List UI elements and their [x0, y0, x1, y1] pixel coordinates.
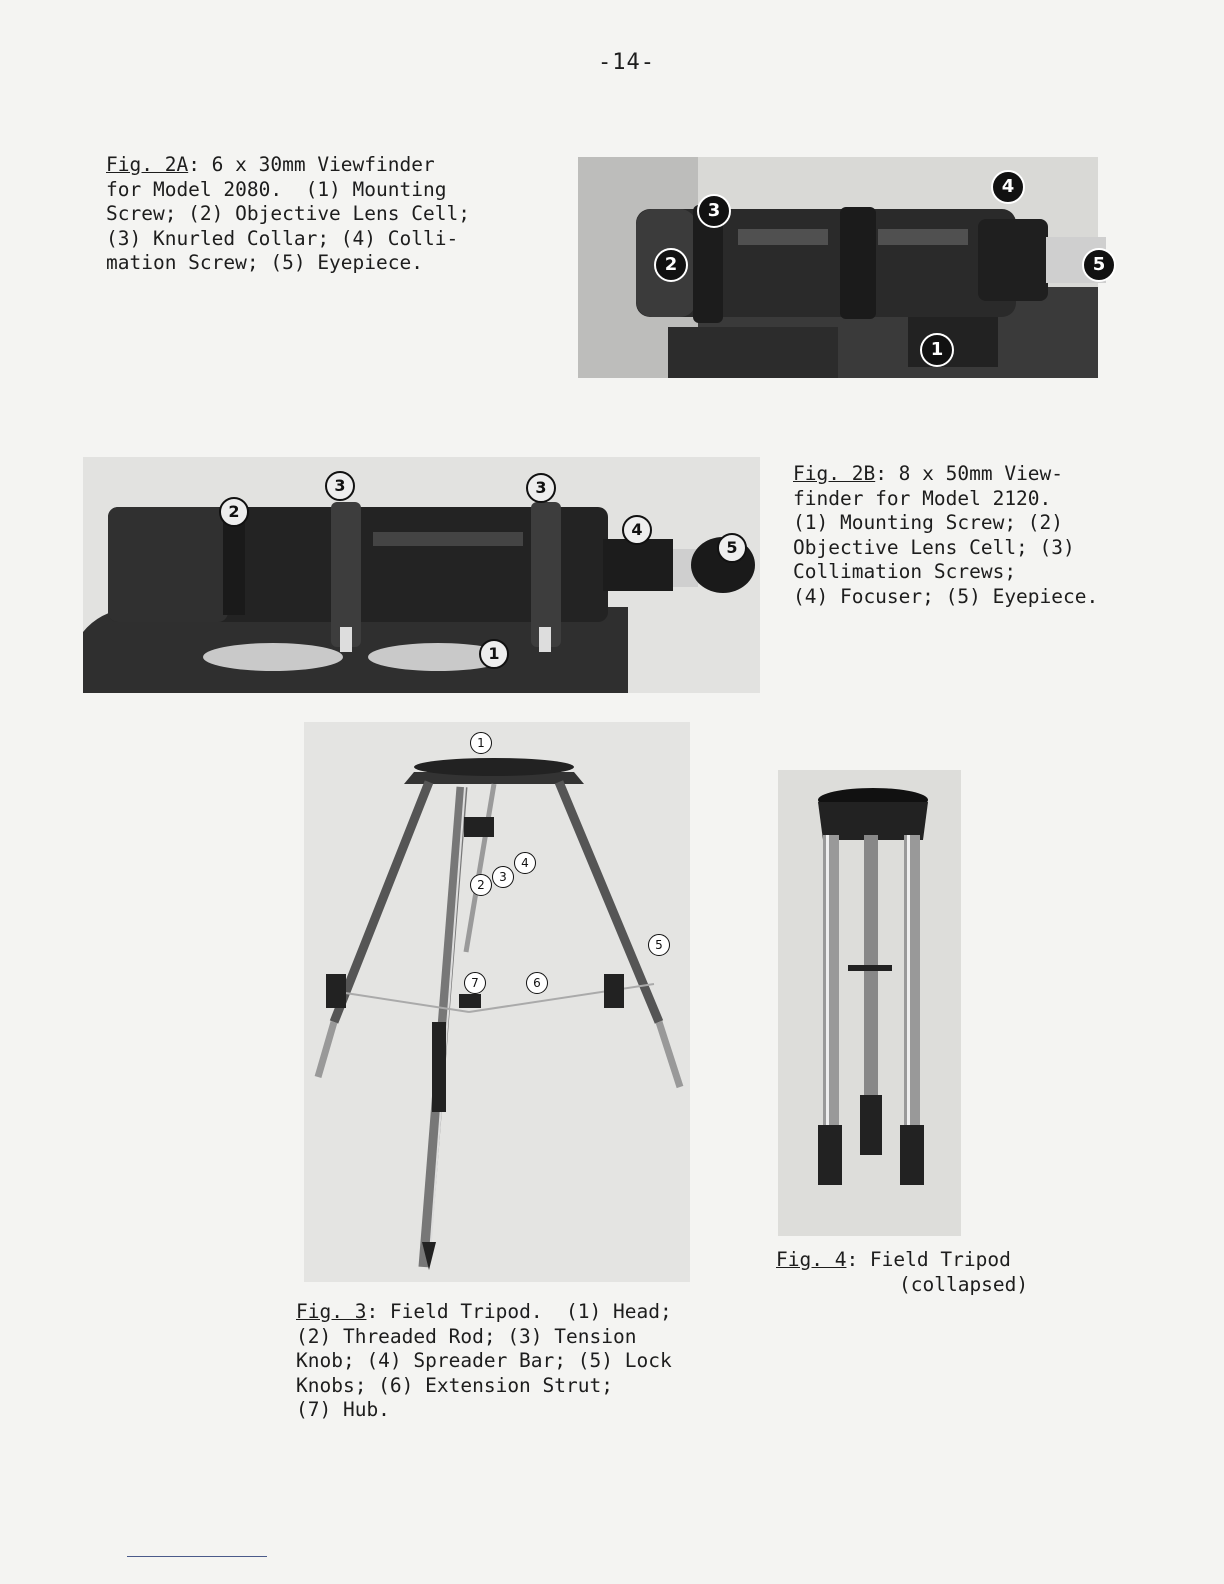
- fig2b-callout-1: 1: [479, 639, 509, 669]
- fig2b-callout-2: 2: [219, 497, 249, 527]
- fig2a-caption-line: for Model 2080. (1) Mounting: [106, 177, 447, 201]
- fig2b-viewfinder-photo: [83, 457, 760, 693]
- fig2b-caption-line: Collimation Screws;: [793, 560, 1017, 583]
- fig2a-callout-5: 5: [1082, 248, 1116, 282]
- fig2b-caption-line: Objective Lens Cell; (3): [793, 535, 1075, 559]
- fig4-caption-line: : Field Tripod: [846, 1248, 1011, 1271]
- fig2b-callout-3a: 3: [325, 471, 355, 501]
- fig2a-caption: [106, 153, 470, 276]
- fig2b-caption-line: : 8 x 50mm View-: [875, 462, 1064, 485]
- fig4-collapsed-tripod-photo: [778, 770, 961, 1236]
- fig3-caption-line: Knobs; (6) Extension Strut;: [296, 1373, 613, 1397]
- fig3-callout-2: 2: [470, 874, 492, 896]
- fig2b-caption: [793, 462, 1098, 609]
- fig2b-callout-4: 4: [622, 515, 652, 545]
- fig2a-callout-3: 3: [697, 194, 731, 228]
- fig4-caption: [776, 1248, 1028, 1297]
- fig3-label: Fig. 3: [296, 1300, 367, 1323]
- fig2a-viewfinder-photo: [578, 157, 1106, 378]
- fig2a-caption-line: : 6 x 30mm Viewfinder: [188, 153, 435, 176]
- fig2b-callout-3b: 3: [526, 473, 556, 503]
- fig3-caption-line: Knob; (4) Spreader Bar; (5) Lock: [296, 1349, 672, 1372]
- fig2b-caption-line: finder for Model 2120.: [793, 486, 1052, 510]
- fig2a-caption-line: mation Screw; (5) Eyepiece.: [106, 251, 423, 274]
- fig3-caption-line: (2) Threaded Rod; (3) Tension: [296, 1324, 637, 1348]
- fig3-callout-4: 4: [514, 852, 536, 874]
- fig2b-label: Fig. 2B: [793, 462, 876, 485]
- fig2b-caption-line: (4) Focuser; (5) Eyepiece.: [793, 584, 1099, 608]
- fig3-callout-3: 3: [492, 866, 514, 888]
- fig3-tripod-photo: [304, 722, 690, 1282]
- page-number: -14-: [598, 50, 655, 75]
- fig2a-caption-line: Screw; (2) Objective Lens Cell;: [106, 202, 470, 225]
- fig2a-callout-4: 4: [991, 170, 1025, 204]
- fig2a-callout-1: 1: [920, 333, 954, 367]
- fig4-caption-line: (collapsed): [899, 1272, 1029, 1296]
- fig2a-caption-line: (3) Knurled Collar; (4) Colli-: [106, 226, 459, 250]
- fig2a-callout-2: 2: [654, 248, 688, 282]
- fig3-callout-1: 1: [470, 732, 492, 754]
- fig3-caption-line: : Field Tripod. (1) Head;: [366, 1300, 672, 1323]
- fig3-caption: [296, 1300, 672, 1423]
- fig2a-label: Fig. 2A: [106, 153, 189, 176]
- fig3-caption-line: (7) Hub.: [296, 1398, 390, 1421]
- fig3-callout-7: 7: [464, 972, 486, 994]
- fig2b-callout-5: 5: [717, 533, 747, 563]
- fig4-label: Fig. 4: [776, 1248, 847, 1271]
- footnote-rule: [127, 1556, 267, 1557]
- fig3-callout-6: 6: [526, 972, 548, 994]
- fig3-callout-5: 5: [648, 934, 670, 956]
- fig2b-caption-line: (1) Mounting Screw; (2): [793, 511, 1064, 534]
